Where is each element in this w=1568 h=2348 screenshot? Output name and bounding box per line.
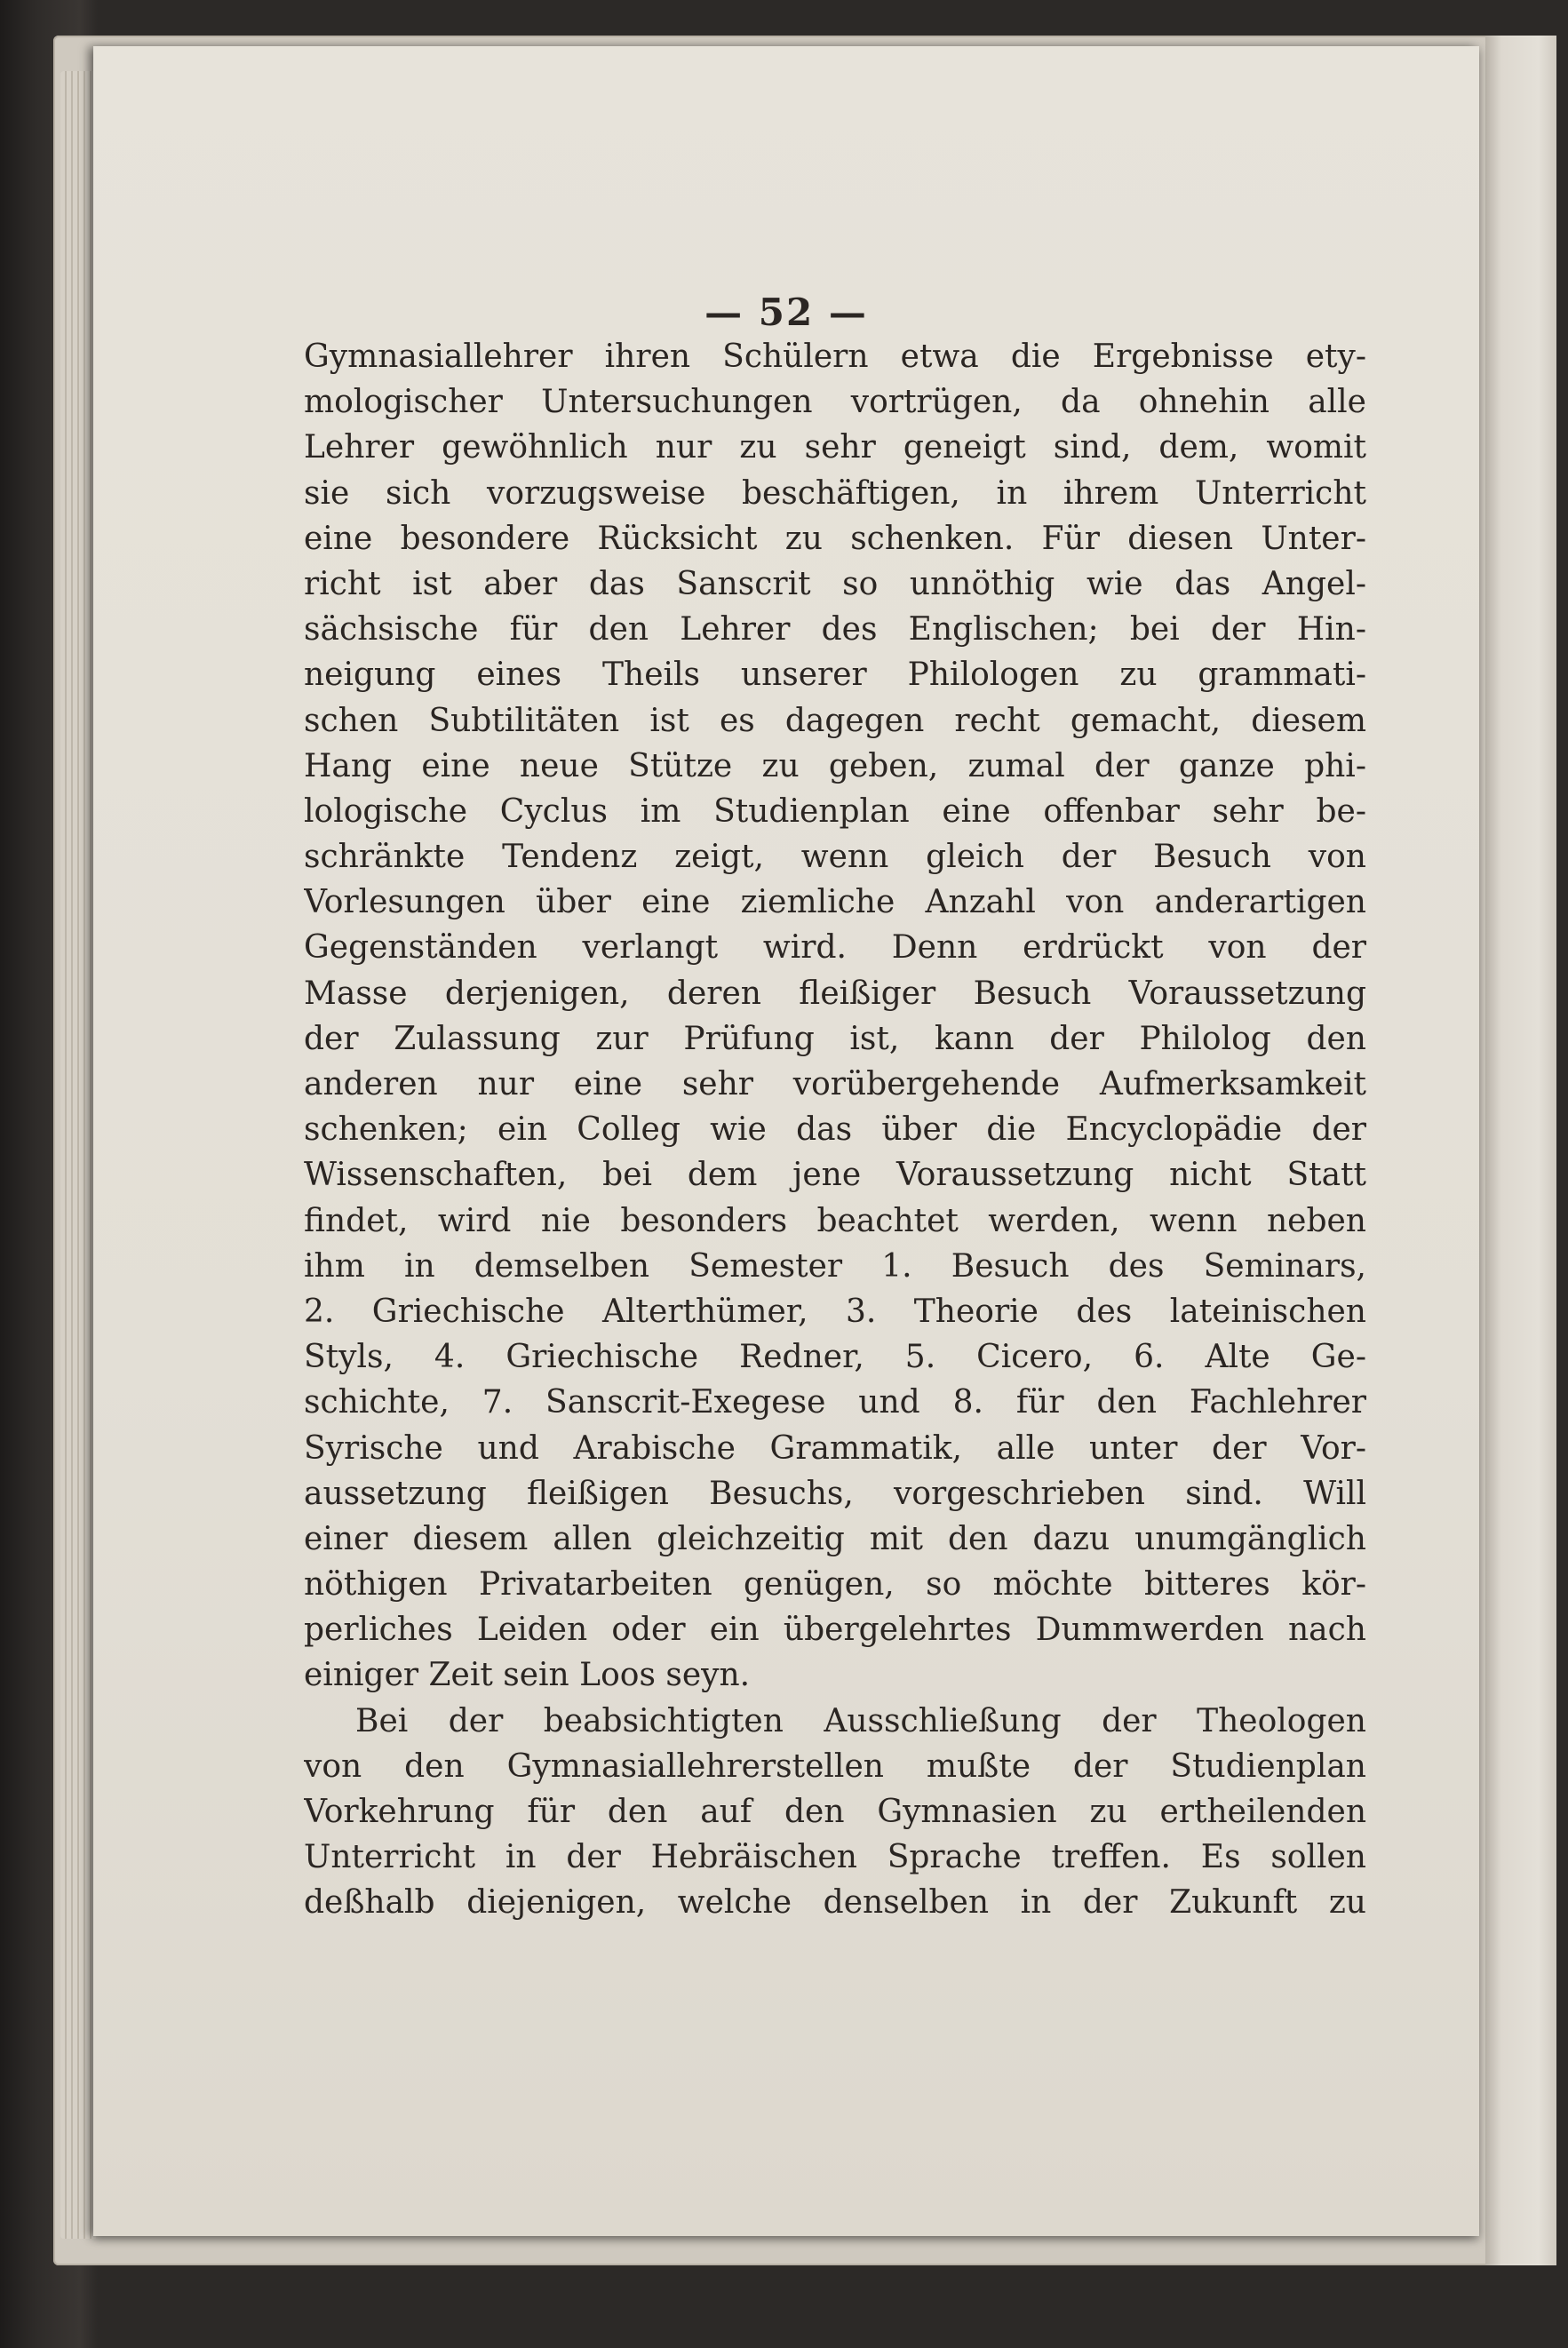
text-line: ihm in demselben Semester 1. Besuch des Seminars, [304, 1247, 1366, 1285]
text-line: der Zulassung zur Prüfung ist, kann der Philolog den [304, 1020, 1366, 1057]
text-line: einer diesem allen gleichzeitig mit den dazu unumgänglich [304, 1520, 1366, 1557]
text-line: Hang eine neue Stütze zu geben, zumal der ganze phi- [304, 747, 1366, 784]
text-line: Vorkehrung für den auf den Gymnasien zu ertheilenden [304, 1794, 1366, 1830]
page-text [304, 334, 1366, 1926]
text-line: Unterricht in der Hebräischen Sprache treffen. Es sollen [304, 1839, 1366, 1876]
text-line: neigung eines Theils unserer Philologen zu grammati- [304, 657, 1366, 694]
text-line-paragraph-end: einiger Zeit sein Loos seyn. [304, 1657, 751, 1694]
text-line: aussetzung fleißigen Besuchs, vorgeschrieben sind. Will [304, 1475, 1366, 1512]
text-line: schränkte Tendenz zeigt, wenn gleich der Besuch von [304, 839, 1366, 876]
next-page-edge [1485, 36, 1556, 2265]
page-number: — 52 — [704, 291, 868, 334]
text-line: Gymnasiallehrer ihren Schülern etwa die Ergebnisse ety- [304, 338, 1366, 375]
text-line: sächsische für den Lehrer des Englischen; bei der Hin- [304, 611, 1366, 649]
text-line: Wissenschaften, bei dem jene Voraussetzung nicht Statt [304, 1157, 1366, 1194]
text-line: Masse derjenigen, deren fleißiger Besuch Voraussetzung [304, 975, 1366, 1012]
page-edges [60, 71, 96, 2239]
text-line: Lehrer gewöhnlich nur zu sehr geneigt sind, dem, womit [304, 429, 1366, 466]
text-line: 2. Griechische Alterthümer, 3. Theorie des lateinischen [304, 1293, 1366, 1330]
text-line: von den Gymnasiallehrerstellen mußte der Studienplan [304, 1747, 1366, 1785]
text-line: Gegenständen verlangt wird. Denn erdrückt von der [304, 929, 1366, 967]
text-line: mologischer Untersuchungen vortrügen, da ohnehin alle [304, 384, 1366, 421]
text-line: eine besondere Rücksicht zu schenken. Für diesen Unter- [304, 520, 1366, 557]
text-line: anderen nur eine sehr vorübergehende Aufmerksamkeit [304, 1066, 1366, 1102]
text-line: schen Subtilitäten ist es dagegen recht gemacht, diesem [304, 702, 1366, 739]
text-line: schichte, 7. Sanscrit-Exegese und 8. für den Fachlehrer [304, 1384, 1366, 1421]
text-line: deßhalb diejenigen, welche denselben in der Zukunft zu [304, 1884, 1366, 1922]
text-line: Vorlesungen über eine ziemliche Anzahl von anderartigen [304, 884, 1366, 921]
text-line: lologische Cyclus im Studienplan eine offenbar sehr be- [304, 792, 1366, 830]
text-line: richt ist aber das Sanscrit so unnöthig wie das Angel- [304, 565, 1366, 602]
text-line-paragraph-start: Bei der beabsichtigten Ausschließung der Theologen [355, 1702, 1366, 1739]
text-line: nöthigen Privatarbeiten genügen, so möchte bitteres kör- [304, 1566, 1366, 1604]
text-line: sie sich vorzugsweise beschäftigen, in ihrem Unterricht [304, 474, 1366, 512]
text-line: findet, wird nie besonders beachtet werden, wenn neben [304, 1202, 1366, 1239]
text-line: Styls, 4. Griechische Redner, 5. Cicero, 6. Alte Ge- [304, 1339, 1366, 1376]
text-line: schenken; ein Colleg wie das über die Encyclopädie der [304, 1111, 1366, 1149]
text-line: perliches Leiden oder ein übergelehrtes Dummwerden nach [304, 1612, 1366, 1649]
text-line: Syrische und Arabische Grammatik, alle unter der Vor- [304, 1429, 1366, 1467]
